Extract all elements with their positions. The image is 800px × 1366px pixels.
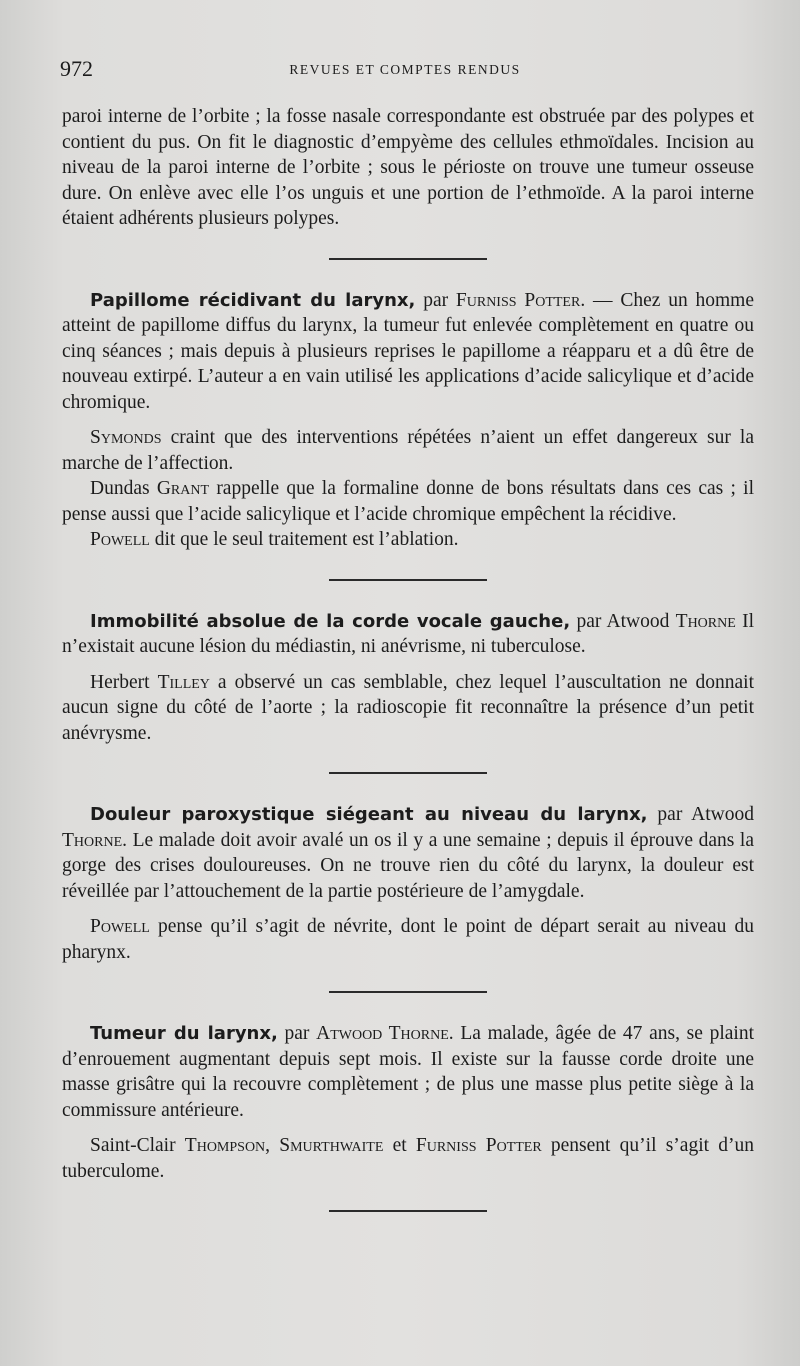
- discussion-paragraph: Herbert Tilley a observé un cas semblable, chez lequel l’auscultation ne donnait aucun signe du côté de l’aorte ; la radioscopie fit reconnaître la présence d’un petit anévrysme.: [62, 671, 754, 744]
- discussion-paragraph: Symonds craint que des interventions répétées n’aient un effet dangereux sur la marche de l’affection.: [62, 427, 754, 474]
- page-number: 972: [60, 56, 93, 81]
- review-douleur: [62, 802, 754, 965]
- author-name: Thorne: [675, 610, 736, 632]
- review-immobilite: [62, 609, 754, 747]
- discussion-paragraph: Dundas Grant rappelle que la formaline donne de bons résultats dans ces cas ; il pense aussi que l’acide salicylique et l’acide chromique empêchent la récidive.: [62, 478, 754, 525]
- section-divider: [329, 772, 487, 774]
- page-content: [62, 104, 754, 1240]
- review-title: Immobilité absolue de la corde vocale gauche,: [90, 610, 571, 632]
- review-paragraph: Papillome récidivant du larynx, par Furniss Potter. — Chez un homme atteint de papillome diffus du larynx, la tumeur fut enlevée complètement en quatre ou cinq séances ; mais depuis à plusieurs reprises le papillome a réapparu et a dû être de nouveau extirpé. L’auteur a en vain utilisé les applications d’acide salicylique et d’acide chromique.: [62, 289, 755, 413]
- author-name: Thompson: [184, 1135, 266, 1156]
- section-divider: [329, 991, 487, 993]
- author-name: Smurthwaite: [279, 1135, 384, 1156]
- author-name: Atwood Thorne: [316, 1023, 449, 1044]
- author-name: Powell: [90, 529, 150, 550]
- author-name: Thorne: [62, 829, 123, 851]
- running-head: REVUES ET COMPTES RENDUS: [289, 62, 521, 77]
- continued-paragraph: paroi interne de l’orbite ; la fosse nasale correspondante est obstruée par des polypes et contient du pus. On fit le diagnostic d’empyème des cellules ethmoïdales. Incision au niveau de la paroi interne de l’orbite ; sous le périoste on trouve une tumeur osseuse dure. On enlève avec elle l’os unguis et une portion de l’ethmoïde. A la paroi interne étaient adhérents plusieurs polypes.: [62, 106, 754, 229]
- section-divider: [329, 1210, 487, 1212]
- page-header: [60, 56, 750, 86]
- section-divider: [329, 579, 487, 581]
- author-name: Powell: [90, 916, 150, 937]
- review-papillome: [62, 288, 754, 553]
- review-title: Douleur paroxystique siégeant au niveau du larynx,: [90, 804, 648, 825]
- review-title: Tumeur du larynx,: [90, 1023, 278, 1044]
- review-paragraph: Immobilité absolue de la corde vocale gauche, par Atwood Thorne Il n’existait aucune lésion du médiastin, ni anévrisme, ni tuberculose.: [62, 610, 754, 657]
- author-name: Symonds: [90, 427, 162, 448]
- discussion-paragraph: Powell pense qu’il s’agit de névrite, dont le point de départ serait au niveau du pharynx.: [62, 916, 754, 963]
- review-paragraph: Tumeur du larynx, par Atwood Thorne. La malade, âgée de 47 ans, se plaint d’enrouement augmentant depuis sept mois. Il existe sur la fausse corde droite une masse grisâtre qui la recouvre complètement ; de plus une masse plus petite siège à la commissure antérieure.: [62, 1023, 755, 1121]
- discussion-paragraph: Powell dit que le seul traitement est l’ablation.: [90, 529, 459, 550]
- discussion-paragraph: Saint-Clair Thompson, Smurthwaite et Furniss Potter pensent qu’il s’agit d’un tuberculome.: [62, 1135, 755, 1182]
- review-tumeur: [62, 1021, 754, 1184]
- author-name: Grant: [156, 478, 210, 499]
- author-name: Furniss Potter: [455, 289, 581, 311]
- author-name: Furniss Potter: [415, 1135, 542, 1156]
- author-name: Tilley: [157, 671, 210, 693]
- review-title: Papillome récidivant du larynx,: [90, 289, 416, 311]
- section-divider: [329, 258, 487, 260]
- review-paragraph: Douleur paroxystique siégeant au niveau du larynx, par Atwood Thorne. Le malade doit avoir avalé un os il y a une semaine ; depuis il éprouve dans la gorge des crises douloureuses. On ne trouve rien du côté du larynx, la douleur est réveillée par l’attouchement de la partie postérieure de l’amygdale.: [62, 804, 754, 902]
